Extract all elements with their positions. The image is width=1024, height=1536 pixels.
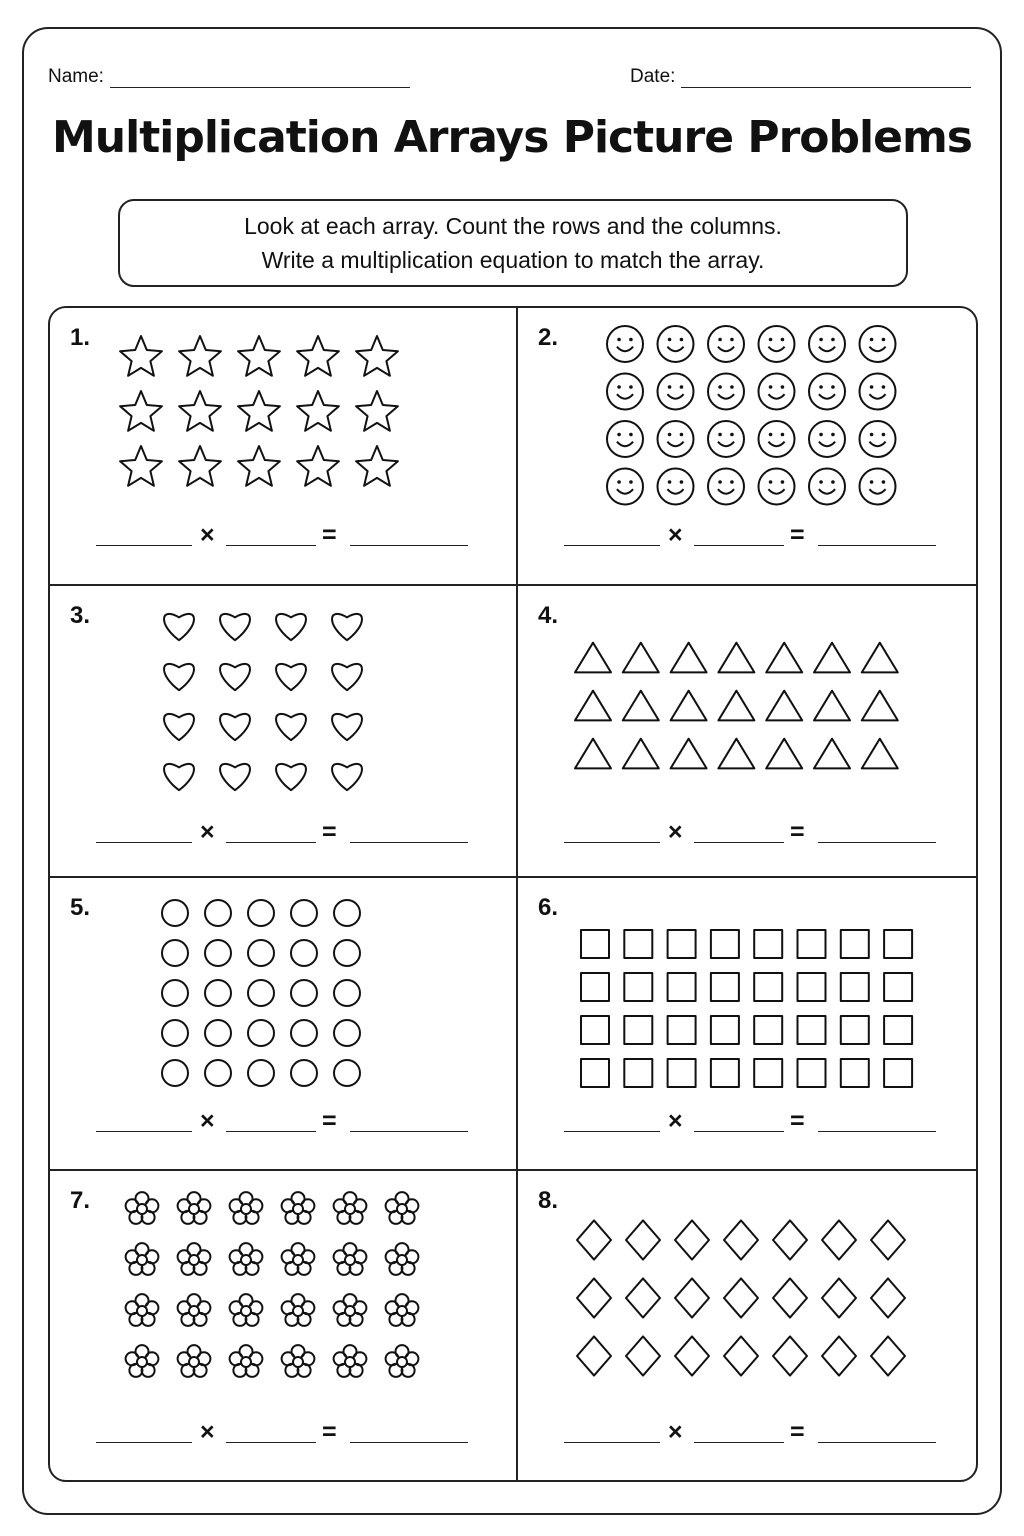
smiley-icon — [759, 374, 795, 410]
times-symbol: × — [200, 1107, 215, 1135]
heart-icon — [220, 714, 250, 740]
factor-blank[interactable] — [226, 1129, 316, 1132]
problem-number: 6. — [538, 894, 559, 921]
smiley-icon — [658, 421, 694, 457]
heart-icon — [276, 664, 306, 690]
square-icon — [754, 930, 782, 958]
flower-icon — [386, 1345, 419, 1377]
times-symbol: × — [668, 818, 683, 846]
flower-icon — [230, 1345, 263, 1377]
circle-icon — [334, 1020, 360, 1046]
square-icon — [711, 1059, 739, 1087]
smiley-icon — [607, 326, 643, 362]
diamond-icon — [773, 1336, 807, 1375]
triangle-icon — [862, 643, 898, 673]
diamond-icon — [773, 1278, 807, 1317]
square-icon — [841, 1016, 869, 1044]
factor-blank[interactable] — [694, 840, 784, 843]
problem-6 — [518, 878, 978, 1169]
star-icon — [120, 446, 162, 486]
smiley-icon — [658, 469, 694, 505]
diamond-icon — [675, 1278, 709, 1317]
factor-blank[interactable] — [564, 840, 660, 843]
smiley-icon — [708, 326, 744, 362]
diamond-icon — [626, 1336, 660, 1375]
square-icon — [668, 973, 696, 1001]
square-icon — [624, 1016, 652, 1044]
diamond-icon — [871, 1336, 905, 1375]
star-icon — [179, 391, 221, 431]
smiley-icon — [860, 469, 896, 505]
flower-icon — [334, 1294, 367, 1326]
diamond-icon — [724, 1220, 758, 1259]
smiley-icon — [658, 374, 694, 410]
heart-icon — [164, 664, 194, 690]
factor-blank[interactable] — [96, 1440, 192, 1443]
circle-icon — [334, 1060, 360, 1086]
smiley-icon — [708, 374, 744, 410]
name-field — [48, 66, 410, 88]
diamond-icon — [626, 1220, 660, 1259]
heart-icon — [332, 664, 362, 690]
smiley-icon — [759, 421, 795, 457]
circle-icon — [334, 980, 360, 1006]
triangle-icon — [671, 691, 707, 721]
star-icon — [179, 446, 221, 486]
circle-icon — [162, 900, 188, 926]
triangle-icon — [671, 739, 707, 769]
problem-3 — [50, 586, 516, 876]
flower-icon — [230, 1192, 263, 1224]
square-icon — [711, 930, 739, 958]
diamond-icon — [577, 1220, 611, 1259]
circle-icon — [248, 980, 274, 1006]
flower-icon — [282, 1294, 315, 1326]
star-icon — [120, 391, 162, 431]
circle-icon — [162, 980, 188, 1006]
times-symbol: × — [200, 521, 215, 549]
times-symbol: × — [668, 521, 683, 549]
factor-blank[interactable] — [96, 543, 192, 546]
problem-5 — [50, 878, 516, 1169]
triangle-icon — [862, 691, 898, 721]
star-icon — [297, 336, 339, 376]
product-blank[interactable] — [818, 543, 936, 546]
heart-icon — [164, 614, 194, 640]
square-icon — [754, 1016, 782, 1044]
flower-icon — [282, 1243, 315, 1275]
triangle-icon — [575, 691, 611, 721]
instructions-line-2: Write a multiplication equation to match the array. — [261, 247, 765, 273]
factor-blank[interactable] — [564, 543, 660, 546]
diamond-icon — [822, 1278, 856, 1317]
date-field — [630, 66, 971, 88]
heart-icon — [332, 614, 362, 640]
equals-symbol: = — [790, 818, 805, 846]
problem-1 — [50, 308, 516, 584]
smiley-icon — [607, 469, 643, 505]
star-icon — [120, 336, 162, 376]
square-icon — [884, 1016, 912, 1044]
triangle-icon — [671, 643, 707, 673]
problems-grid — [48, 306, 978, 1482]
square-icon — [581, 973, 609, 1001]
heart-icon — [276, 714, 306, 740]
equals-symbol: = — [322, 818, 337, 846]
heart-icon — [220, 614, 250, 640]
smiley-icon — [809, 469, 845, 505]
square-icon — [711, 973, 739, 1001]
smiley-icon — [658, 326, 694, 362]
heart-icon — [276, 764, 306, 790]
flower-icon — [126, 1243, 159, 1275]
circle-icon — [291, 1020, 317, 1046]
problem-7 — [50, 1171, 516, 1482]
star-icon — [238, 391, 280, 431]
star-icon — [297, 446, 339, 486]
star-icon — [179, 336, 221, 376]
equation-line — [96, 1106, 468, 1135]
square-icon — [668, 1016, 696, 1044]
factor-blank[interactable] — [96, 840, 192, 843]
factor-blank[interactable] — [694, 1129, 784, 1132]
factor-blank[interactable] — [96, 1129, 192, 1132]
diamond-icon — [822, 1336, 856, 1375]
diamond-icon — [675, 1220, 709, 1259]
circle-icon — [291, 980, 317, 1006]
smiley-icon — [809, 326, 845, 362]
equals-symbol: = — [790, 521, 805, 549]
star-icon — [356, 391, 398, 431]
heart-icon — [220, 764, 250, 790]
problem-number: 3. — [70, 602, 91, 629]
diamond-icon — [724, 1278, 758, 1317]
product-blank[interactable] — [350, 1129, 468, 1132]
diamond-icon — [871, 1220, 905, 1259]
smiley-icon — [759, 326, 795, 362]
diamond-icon — [626, 1278, 660, 1317]
square-icon — [841, 973, 869, 1001]
square-icon — [798, 1059, 826, 1087]
factor-blank[interactable] — [694, 1440, 784, 1443]
name-blank[interactable] — [110, 69, 410, 88]
circle-icon — [291, 940, 317, 966]
square-icon — [624, 973, 652, 1001]
circle-icon — [205, 940, 231, 966]
circle-icon — [205, 1020, 231, 1046]
triangle-icon — [766, 739, 802, 769]
square-icon — [581, 1016, 609, 1044]
circle-icon — [248, 940, 274, 966]
triangle-icon — [575, 643, 611, 673]
flower-icon — [386, 1243, 419, 1275]
product-blank[interactable] — [818, 840, 936, 843]
circle-icon — [334, 900, 360, 926]
diamond-icon — [822, 1220, 856, 1259]
equation-line — [564, 817, 936, 846]
triangle-icon — [623, 739, 659, 769]
page-title: Multiplication Arrays Picture Problems — [52, 112, 972, 163]
problem-2 — [518, 308, 978, 584]
product-blank[interactable] — [350, 543, 468, 546]
star-icon — [238, 446, 280, 486]
problem-number: 4. — [538, 602, 559, 629]
smiley-icon — [860, 374, 896, 410]
name-label: Name: — [48, 66, 104, 87]
equation-line — [564, 1417, 936, 1446]
circle-icon — [291, 900, 317, 926]
heart-icon — [164, 714, 194, 740]
factor-blank[interactable] — [564, 1440, 660, 1443]
smiley-icon — [708, 421, 744, 457]
square-icon — [841, 1059, 869, 1087]
problem-4 — [518, 586, 978, 876]
factor-blank[interactable] — [226, 840, 316, 843]
square-icon — [841, 930, 869, 958]
diamond-icon — [773, 1220, 807, 1259]
equals-symbol: = — [322, 521, 337, 549]
flower-icon — [334, 1243, 367, 1275]
factor-blank[interactable] — [226, 543, 316, 546]
date-blank[interactable] — [681, 69, 971, 88]
circle-icon — [205, 980, 231, 1006]
problem-number: 7. — [70, 1187, 91, 1214]
flower-icon — [230, 1294, 263, 1326]
heart-icon — [164, 764, 194, 790]
flower-icon — [126, 1345, 159, 1377]
square-icon — [711, 1016, 739, 1044]
triangle-icon — [862, 739, 898, 769]
circle-icon — [162, 1020, 188, 1046]
smiley-icon — [607, 374, 643, 410]
problem-number: 1. — [70, 324, 91, 351]
circle-icon — [205, 900, 231, 926]
flower-icon — [282, 1192, 315, 1224]
equals-symbol: = — [790, 1107, 805, 1135]
circle-icon — [162, 940, 188, 966]
product-blank[interactable] — [818, 1440, 936, 1443]
smiley-icon — [607, 421, 643, 457]
square-icon — [884, 973, 912, 1001]
flower-icon — [282, 1345, 315, 1377]
flower-icon — [178, 1243, 211, 1275]
triangle-icon — [718, 691, 754, 721]
square-icon — [668, 930, 696, 958]
times-symbol: × — [200, 818, 215, 846]
triangle-icon — [718, 739, 754, 769]
flower-icon — [230, 1243, 263, 1275]
triangle-icon — [623, 643, 659, 673]
date-label: Date: — [630, 66, 676, 87]
problem-number: 5. — [70, 894, 91, 921]
equation-line — [96, 817, 468, 846]
square-icon — [798, 1016, 826, 1044]
star-icon — [297, 391, 339, 431]
diamond-icon — [724, 1336, 758, 1375]
square-icon — [581, 930, 609, 958]
triangle-icon — [814, 643, 850, 673]
triangle-icon — [766, 691, 802, 721]
product-blank[interactable] — [818, 1129, 936, 1132]
smiley-icon — [860, 326, 896, 362]
product-blank[interactable] — [350, 1440, 468, 1443]
square-icon — [798, 930, 826, 958]
triangle-icon — [814, 739, 850, 769]
circle-icon — [205, 1060, 231, 1086]
circle-icon — [334, 940, 360, 966]
flower-icon — [178, 1345, 211, 1377]
square-icon — [884, 1059, 912, 1087]
flower-icon — [386, 1192, 419, 1224]
problem-number: 2. — [538, 324, 559, 351]
flower-icon — [334, 1192, 367, 1224]
square-icon — [624, 1059, 652, 1087]
heart-icon — [220, 664, 250, 690]
equation-line — [96, 1417, 468, 1446]
instructions-line-1: Look at each array. Count the rows and the columns. — [244, 213, 782, 239]
smiley-icon — [809, 421, 845, 457]
circle-icon — [248, 1020, 274, 1046]
smiley-icon — [809, 374, 845, 410]
triangle-icon — [814, 691, 850, 721]
factor-blank[interactable] — [564, 1129, 660, 1132]
star-icon — [238, 336, 280, 376]
triangle-icon — [718, 643, 754, 673]
square-icon — [668, 1059, 696, 1087]
equals-symbol: = — [322, 1107, 337, 1135]
instructions-box — [118, 199, 908, 287]
product-blank[interactable] — [350, 840, 468, 843]
times-symbol: × — [200, 1418, 215, 1446]
factor-blank[interactable] — [694, 543, 784, 546]
factor-blank[interactable] — [226, 1440, 316, 1443]
flower-icon — [178, 1192, 211, 1224]
square-icon — [754, 973, 782, 1001]
square-icon — [754, 1059, 782, 1087]
square-icon — [798, 973, 826, 1001]
diamond-icon — [577, 1278, 611, 1317]
flower-icon — [386, 1294, 419, 1326]
triangle-icon — [766, 643, 802, 673]
equation-line — [96, 520, 468, 549]
equation-line — [564, 1106, 936, 1135]
smiley-icon — [759, 469, 795, 505]
times-symbol: × — [668, 1418, 683, 1446]
star-icon — [356, 446, 398, 486]
triangle-icon — [623, 691, 659, 721]
equals-symbol: = — [790, 1418, 805, 1446]
flower-icon — [178, 1294, 211, 1326]
smiley-icon — [708, 469, 744, 505]
flower-icon — [126, 1192, 159, 1224]
circle-icon — [248, 900, 274, 926]
diamond-icon — [577, 1336, 611, 1375]
square-icon — [624, 930, 652, 958]
problem-number: 8. — [538, 1187, 559, 1214]
equation-line — [564, 520, 936, 549]
heart-icon — [332, 764, 362, 790]
star-icon — [356, 336, 398, 376]
heart-icon — [276, 614, 306, 640]
diamond-icon — [871, 1278, 905, 1317]
diamond-icon — [675, 1336, 709, 1375]
triangle-icon — [575, 739, 611, 769]
circle-icon — [162, 1060, 188, 1086]
flower-icon — [126, 1294, 159, 1326]
circle-icon — [248, 1060, 274, 1086]
circle-icon — [291, 1060, 317, 1086]
times-symbol: × — [668, 1107, 683, 1135]
problem-8 — [518, 1171, 978, 1482]
flower-icon — [334, 1345, 367, 1377]
square-icon — [884, 930, 912, 958]
smiley-icon — [860, 421, 896, 457]
equals-symbol: = — [322, 1418, 337, 1446]
square-icon — [581, 1059, 609, 1087]
heart-icon — [332, 714, 362, 740]
